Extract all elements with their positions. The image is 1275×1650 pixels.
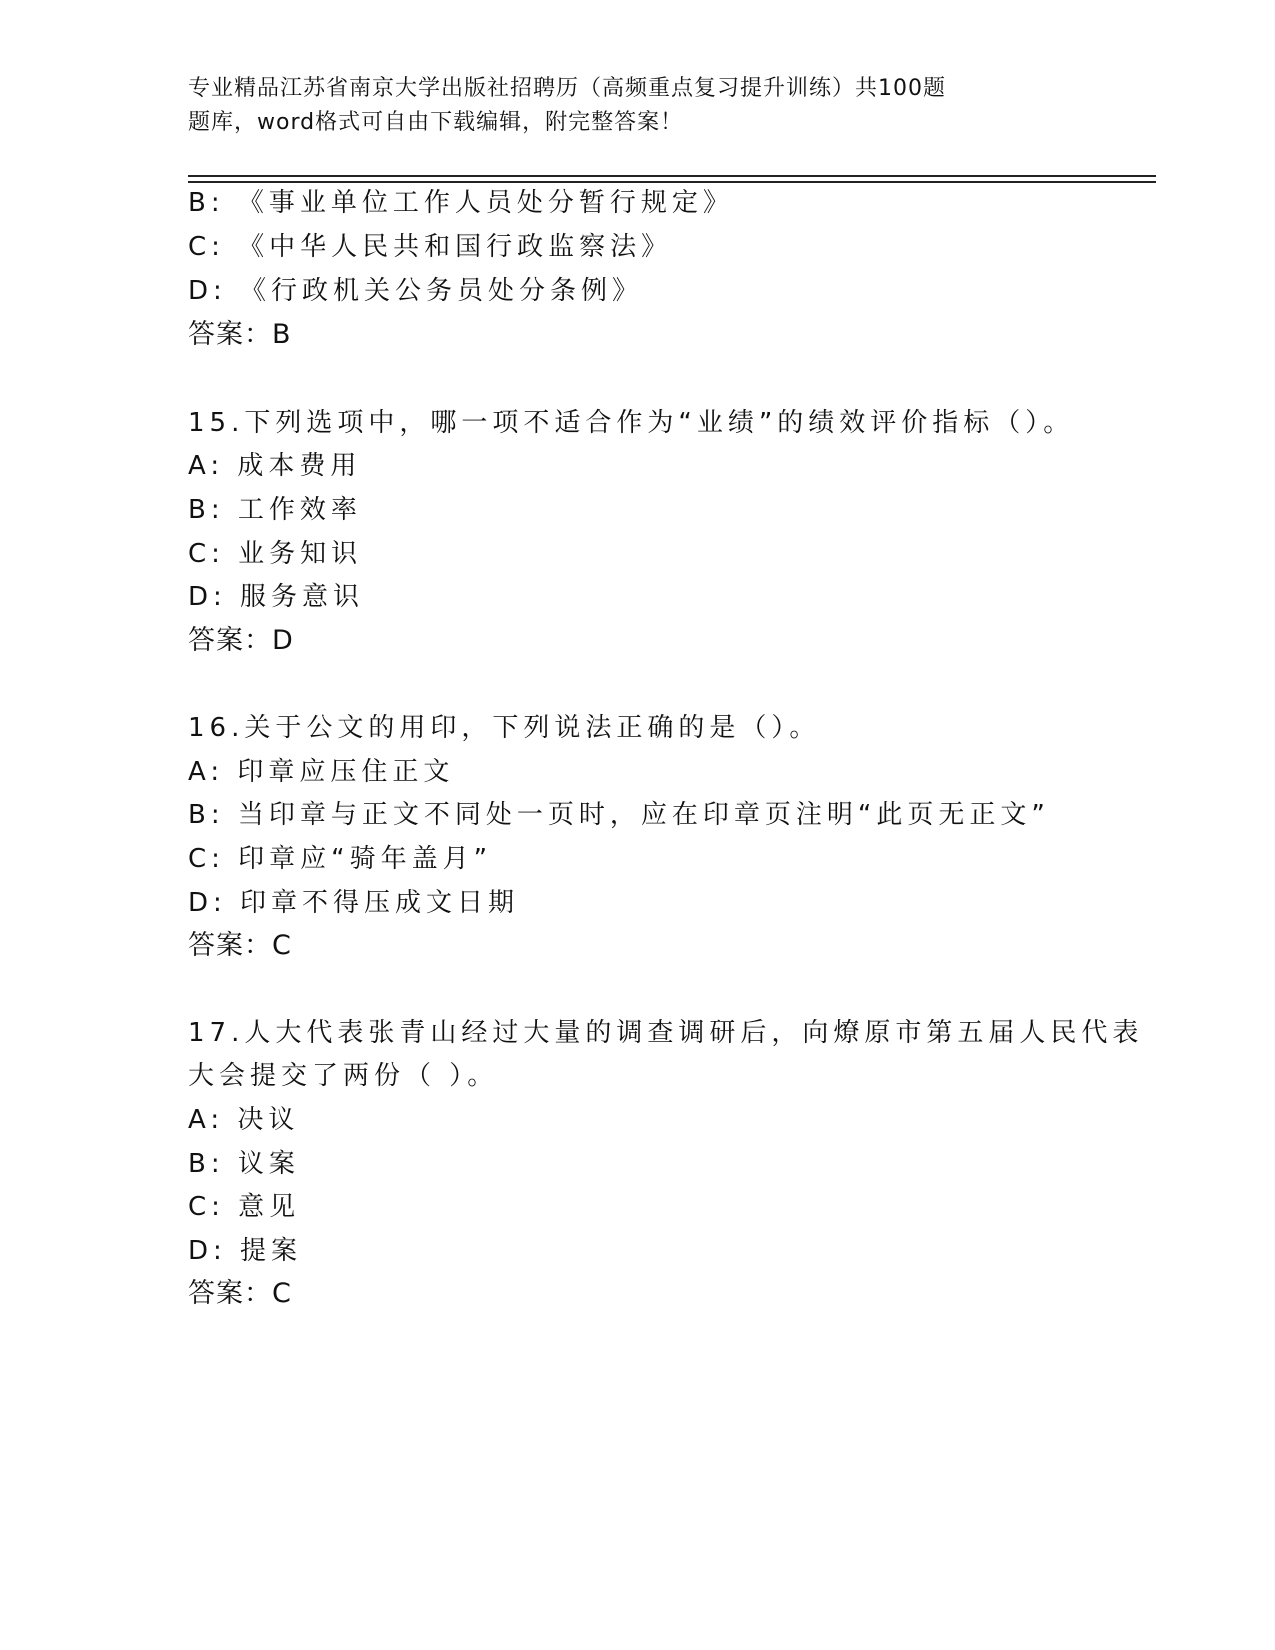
question-stem-line-2: 大会提交了两份（ ）。 bbox=[188, 1061, 499, 1091]
option-a: A: 成本费用 bbox=[188, 451, 362, 481]
header-divider-bottom bbox=[188, 181, 1156, 183]
option-a: A: 决议 bbox=[188, 1105, 300, 1135]
option-d: D: 服务意识 bbox=[188, 582, 365, 612]
option-c: C: 《中华人民共和国行政监察法》 bbox=[188, 232, 673, 262]
question-stem: 16.关于公文的用印，下列说法正确的是（）。 bbox=[188, 713, 821, 743]
answer-label: 答案：C bbox=[188, 930, 292, 961]
option-c: C: 业务知识 bbox=[188, 539, 363, 569]
option-c: C: 意见 bbox=[188, 1192, 301, 1222]
question-stem-line-1: 17.人大代表张青山经过大量的调查调研后，向燎原市第五届人民代表 bbox=[188, 1018, 1144, 1048]
answer-label: 答案：C bbox=[188, 1278, 292, 1309]
header-line-2: 题库，word格式可自由下载编辑，附完整答案！ bbox=[188, 110, 684, 135]
option-b: B: 工作效率 bbox=[188, 495, 362, 525]
header-line-1: 专业精品江苏省南京大学出版社招聘历（高频重点复习提升训练）共100题 bbox=[188, 76, 946, 101]
document-header bbox=[188, 72, 1068, 140]
answer-label: 答案：B bbox=[188, 319, 292, 350]
option-d: D: 提案 bbox=[188, 1236, 303, 1266]
option-a: A: 印章应压住正文 bbox=[188, 757, 455, 787]
option-d: D: 印章不得压成文日期 bbox=[188, 888, 520, 918]
option-c: C: 印章应“骑年盖月” bbox=[188, 844, 493, 874]
question-stem: 15.下列选项中，哪一项不适合作为“业绩”的绩效评价指标（）。 bbox=[188, 408, 1075, 438]
answer-label: 答案：D bbox=[188, 625, 294, 656]
option-b: B: 《事业单位工作人员处分暂行规定》 bbox=[188, 188, 734, 218]
option-b: B: 议案 bbox=[188, 1149, 300, 1179]
option-d: D: 《行政机关公务员处分条例》 bbox=[188, 276, 644, 306]
header-divider-top bbox=[188, 175, 1156, 177]
option-b: B: 当印章与正文不同处一页时，应在印章页注明“此页无正文” bbox=[188, 800, 1050, 830]
